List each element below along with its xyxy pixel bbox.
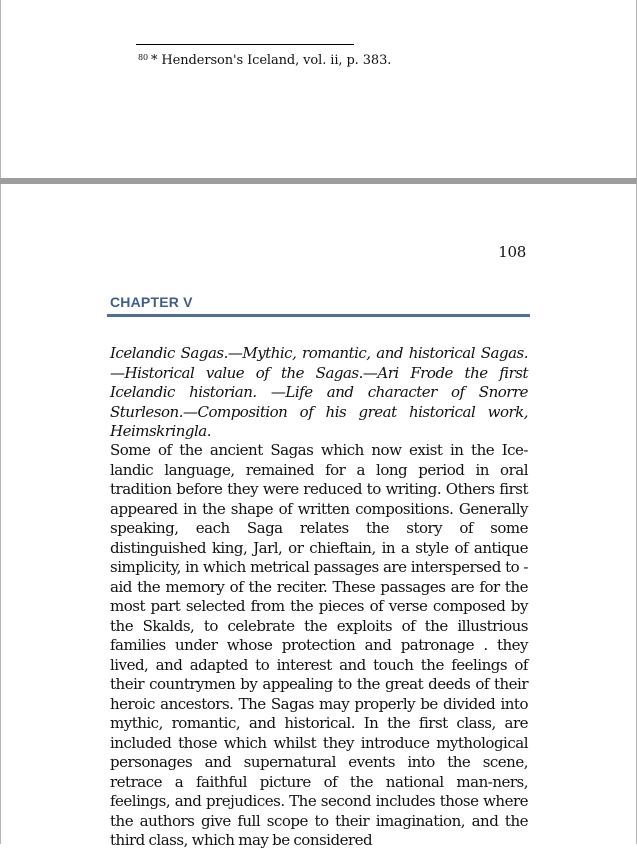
footnote-separator — [136, 44, 354, 45]
body-paragraph: Some of the ancient Sagas which now exist in the Ice-landic language, remained for a long period in oral tradition before they were reduced to writing. Others first appeared in the shape of written compositions. Generally speaking, each Saga relates the story of some distinguished king, Jarl, or chieftain, in a style of antique simplicity, in which metrical passages are interspersed to -aid the memory of the reciter. These passages are for the most part selected from the pieces of verse composed by the Skalds, to celebrate the exploits of the illustrious families under whose protection and patronage . they lived, and adapted to interest and touch the feelings of their countrymen by appealing to the great deeds of their heroic ancestors. The Sagas may properly be divided into mythic, romantic, and historical. In the first class, are included those which whilst they introduce mythological personages and supernatural events into the scene, retrace a faithful picture of the national man-ners, feelings, and prejudices. The second includes those where the authors give full scope to their imagination, and the third class, which may be considered — [110, 441, 528, 849]
previous-page — [0, 0, 637, 178]
page-number: 108 — [498, 243, 526, 261]
chapter-heading-underline — [107, 314, 530, 317]
chapter-heading: CHAPTER V — [110, 294, 193, 310]
chapter-summary: Icelandic Sagas.—Mythic, romantic, and historical Sagas.—Historical value of the Sagas.—Ari Frode the first Icelandic historian. —Life and character of Snorre Sturleson.—Composition of his great historical work, Heimskringla. — [110, 344, 528, 440]
footnote — [138, 53, 391, 68]
footnote-text: * Henderson's Iceland, vol. ii, p. 383. — [150, 53, 392, 68]
footnote-number: 80 — [138, 53, 148, 62]
current-page — [0, 184, 637, 849]
